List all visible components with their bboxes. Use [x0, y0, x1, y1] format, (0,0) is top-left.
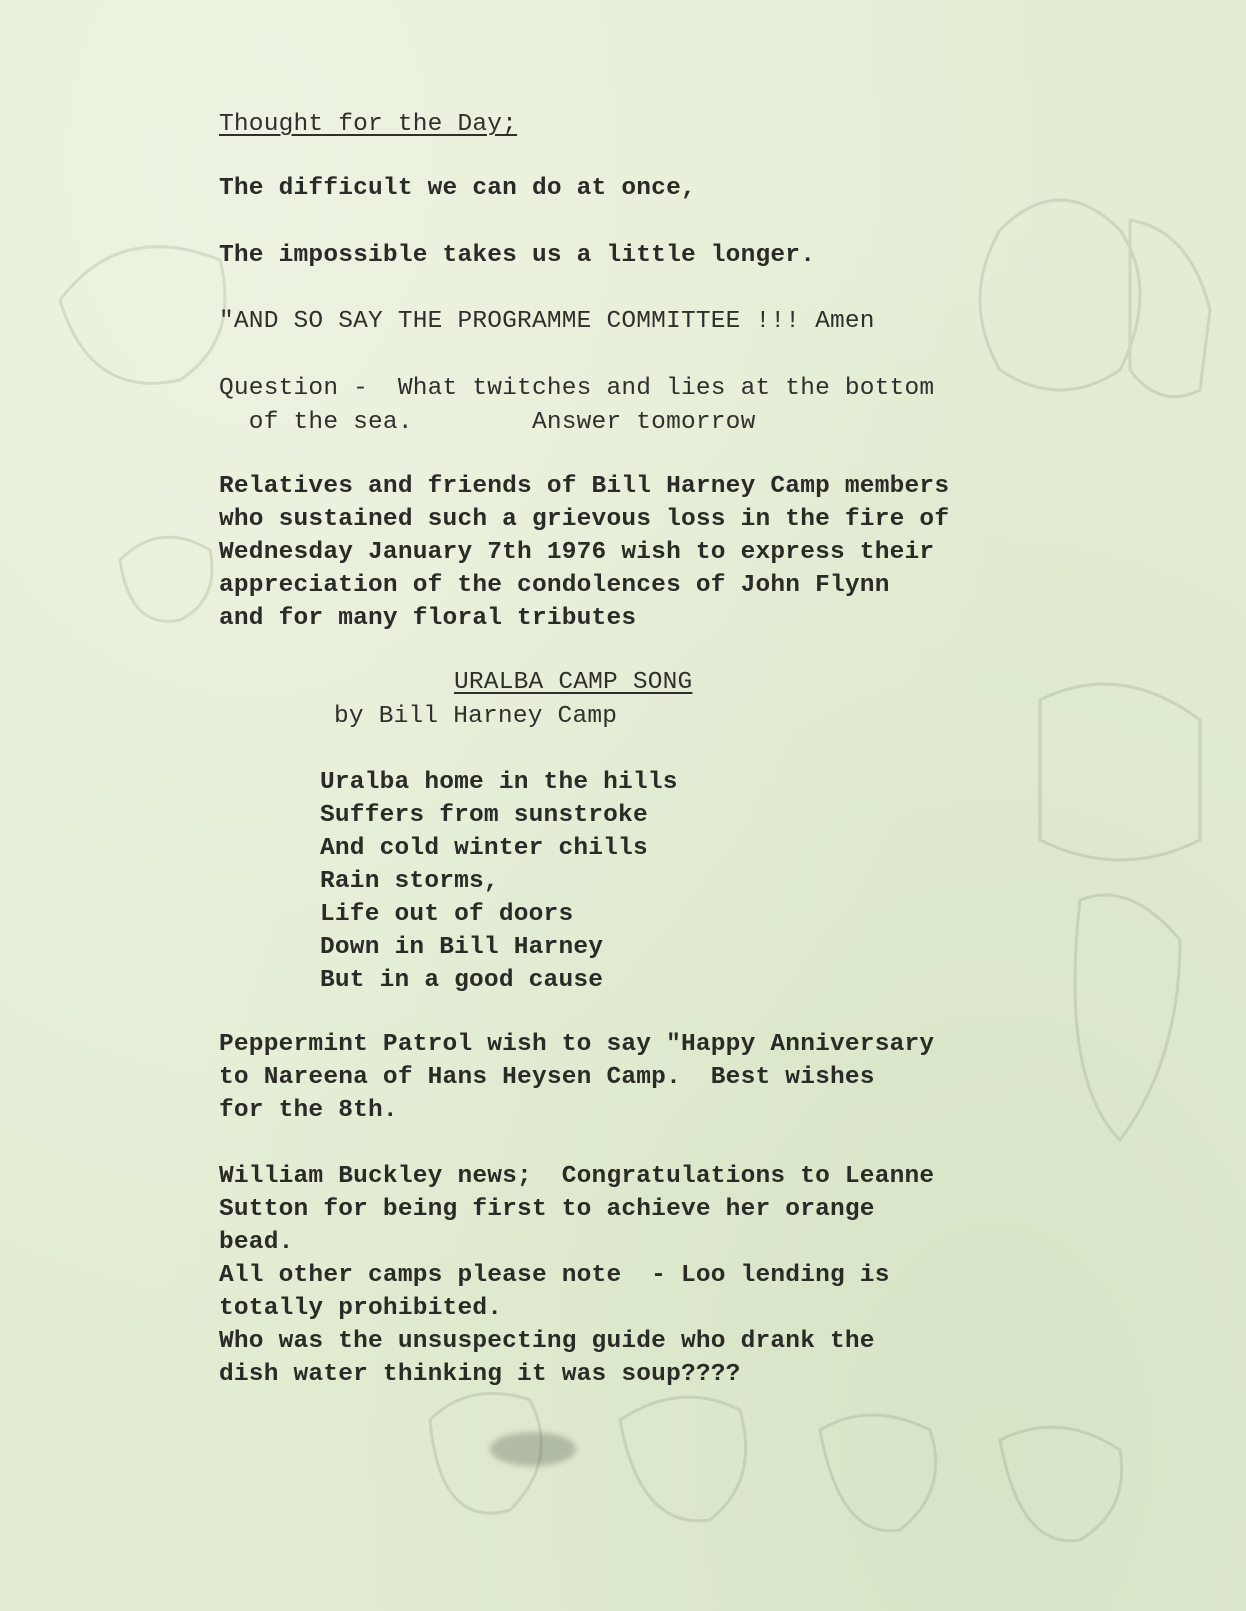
buckley-line: bead.	[219, 1229, 294, 1256]
thought-line-2: The impossible takes us a little longer.	[219, 242, 816, 269]
buckley-line: Who was the unsuspecting guide who drank the	[219, 1328, 875, 1355]
anniversary-line: to Nareena of Hans Heysen Camp. Best wishes	[219, 1064, 875, 1091]
condolences-line: appreciation of the condolences of John Flynn	[219, 572, 890, 599]
song-title: URALBA CAMP SONG	[454, 669, 693, 696]
song-line: And cold winter chills	[320, 835, 648, 862]
song-line: But in a good cause	[320, 967, 604, 994]
song-line: Rain storms,	[320, 868, 499, 895]
thought-line-1: The difficult we can do at once,	[219, 175, 696, 202]
programme-committee-line: "AND SO SAY THE PROGRAMME COMMITTEE !!! Amen	[219, 308, 875, 335]
song-line: Life out of doors	[320, 901, 574, 928]
question-line-1: Question - What twitches and lies at the bottom	[219, 375, 935, 402]
song-line: Down in Bill Harney	[320, 934, 604, 961]
buckley-line: totally prohibited.	[219, 1295, 503, 1322]
buckley-line: dish water thinking it was soup????	[219, 1361, 741, 1388]
buckley-line: All other camps please note - Loo lending is	[219, 1262, 890, 1289]
ink-smudge	[490, 1432, 576, 1466]
condolences-line: who sustained such a grievous loss in the fire of	[219, 506, 950, 533]
buckley-line: Sutton for being first to achieve her orange	[219, 1196, 875, 1223]
anniversary-line: Peppermint Patrol wish to say "Happy Anniversary	[219, 1031, 935, 1058]
question-line-2: of the sea. Answer tomorrow	[219, 409, 756, 436]
condolences-line: Wednesday January 7th 1976 wish to express their	[219, 539, 935, 566]
condolences-line: and for many floral tributes	[219, 605, 637, 632]
song-line: Uralba home in the hills	[320, 769, 678, 796]
song-byline: by Bill Harney Camp	[334, 703, 618, 730]
thought-heading: Thought for the Day;	[219, 111, 518, 138]
anniversary-line: for the 8th.	[219, 1097, 398, 1124]
condolences-line: Relatives and friends of Bill Harney Camp members	[219, 473, 950, 500]
buckley-line: William Buckley news; Congratulations to Leanne	[219, 1163, 935, 1190]
song-line: Suffers from sunstroke	[320, 802, 648, 829]
